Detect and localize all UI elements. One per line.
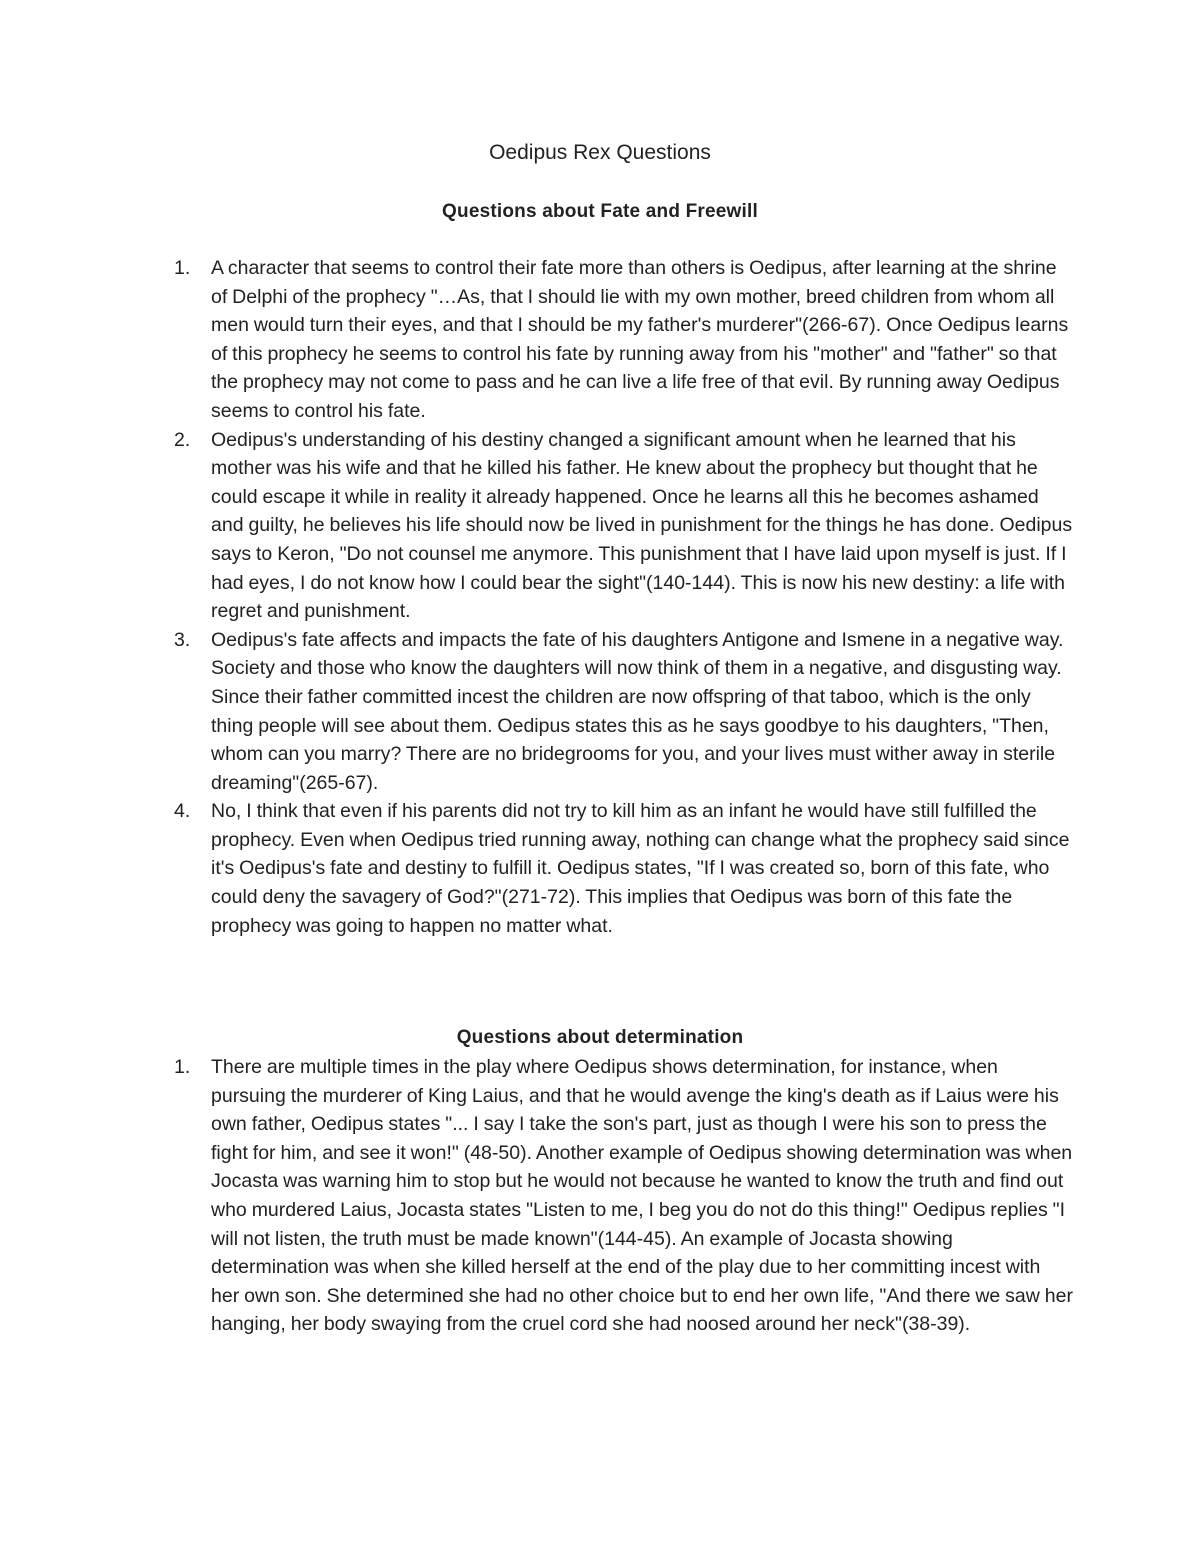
list-item-number: 4. <box>174 800 191 823</box>
section-heading-fate-freewill: Questions about Fate and Freewill <box>442 201 758 222</box>
list-item-number: 1. <box>174 257 191 279</box>
list-item <box>0 254 1200 426</box>
list-item-number: 2. <box>174 428 191 451</box>
list-item-text: No, I think that even if his parents did not try to kill him as an infant he would have still fulfilled the prophecy. Even when Oedipus tried running away, nothing can change what the prophecy said since it's Oedipus's fate and destiny to fulfill it. Oedipus states, "If I was created so, born of this fate, who could deny the savagery of God?"(271-72). This implies that Oedipus was born of this fate the prophecy was going to happen no matter what. <box>211 800 1070 937</box>
list-item <box>0 626 1200 798</box>
question-list-fate-freewill <box>0 254 1200 940</box>
list-item-text: There are multiple times in the play where Oedipus shows determination, for instance, when pursuing the murderer of King Laius, and that he would avenge the king's death as if Laius were his own father, Oedipus states "... I say I take the son's part, just as though I were his son to press the fight for him, and see it won!" (48-50). Another example of Oedipus showing determination was when Jocasta was warning him to stop but he would not because he wanted to know the truth and find out who murdered Laius, Jocasta states "Listen to me, I beg you do not do this thing!" Oedipus replies "I will not listen, the truth must be made known"(144-45). An example of Jocasta showing determination was when she killed herself at the end of the play due to her committing incest with her own son. She determined she had no other choice but to end her own life, "And there we saw her hanging, her body swaying from the cruel cord she had noosed around her neck"(38-39). <box>211 1056 1073 1336</box>
list-item-text: Oedipus's understanding of his destiny changed a significant amount when he learned that his mother was his wife and that he killed his father. He knew about the prophecy but thought that he could escape it while in reality it already happened. Once he learns all this he becomes ashamed and guilty, he believes his life should now be lived in punishment for the things he has done. Oedipus says to Keron, "Do not counsel me anymore. This punishment that I have laid upon myself is just. If I had eyes, I do not know how I could bear the sight"(140-144). This is now his new destiny: a life with regret and punishment. <box>211 428 1073 623</box>
list-item-number: 3. <box>174 628 191 651</box>
list-item-text: Oedipus's fate affects and impacts the fate of his daughters Antigone and Ismene in a negative way. Society and those who know the daughters will now think of them in a negative, and disgusting way. Since their father committed incest the children are now offspring of that taboo, which is the only thing people will see about them. Oedipus states this as he says goodbye to his daughters, "Then, whom can you marry? There are no bridegrooms for you, and your lives must wither away in sterile dreaming"(265-67). <box>211 628 1064 794</box>
list-item-number: 1. <box>174 1056 191 1078</box>
question-list-determination <box>0 1053 1200 1339</box>
list-item-text: A character that seems to control their fate more than others is Oedipus, after learning at the shrine of Delphi of the prophecy "…As, that I should lie with my own mother, breed children from whom all men would turn their eyes, and that I should be my father's murderer"(266-67). Once Oedipus learns of this prophecy he seems to control his fate by running away from his "mother" and "father" so that the prophecy may not come to pass and he can live a life free of that evil. By running away Oedipus seems to control his fate. <box>211 257 1069 422</box>
list-item <box>0 426 1200 626</box>
list-item <box>0 797 1200 940</box>
section-heading-determination: Questions about determination <box>456 1027 744 1048</box>
document-title: Oedipus Rex Questions <box>489 141 711 164</box>
list-item <box>0 1053 1200 1339</box>
